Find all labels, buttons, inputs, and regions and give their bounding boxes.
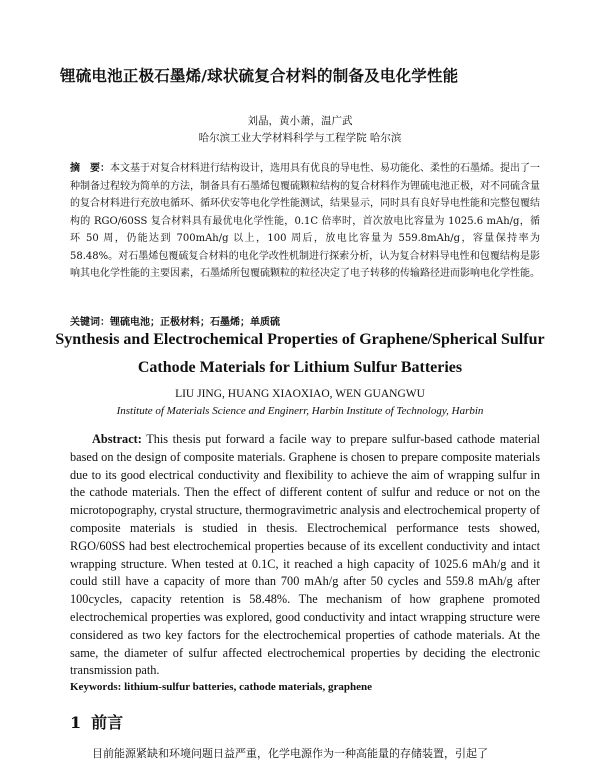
- english-keywords: Keywords: lithium-sulfur batteries, cathode materials, graphene: [70, 681, 372, 693]
- section-title: 前言: [91, 713, 124, 732]
- english-abstract-label: Abstract:: [92, 432, 142, 446]
- section-heading: [70, 710, 123, 733]
- english-title-line-2: Cathode Materials for Lithium Sulfur Batteries: [137, 359, 463, 376]
- chinese-abstract-label: 摘 要：: [70, 163, 110, 174]
- english-abstract: [70, 431, 540, 680]
- chinese-authors: 刘晶，黄小萧，温广武: [247, 115, 353, 127]
- chinese-affiliation: 哈尔滨工业大学材料科学与工程学院 哈尔滨: [198, 132, 402, 144]
- body-first-line: 目前能源紧缺和环境问题日益严重，化学电源作为一种高能量的存储装置，引起了: [92, 747, 488, 760]
- chinese-keywords: 关键词：锂硫电池；正极材料；石墨烯；单质硫: [70, 317, 280, 328]
- chinese-title: 锂硫电池正极石墨烯/球状硫复合材料的制备及电化学性能: [60, 67, 459, 85]
- chinese-abstract: [70, 160, 540, 283]
- section-number: 1: [70, 713, 82, 732]
- chinese-abstract-text: 本文基于对复合材料进行结构设计，选用具有优良的导电性、易功能化、柔性的石墨烯。提出了一种制备过程较为简单的方法，制备具有石墨烯包覆硫颗粒结构的复合材料作为锂硫电池正极，对不同硫含量的复合材料进行充放电循环、循环伏安等电化学性能测试，结果显示，同时具有良好导电性能和完整包覆结构的 RGO/60SS 复合材料具有最优电化学性能，0.1C 倍率时，首次放电比容量为 1025.6 mAh/g，循环 50 周，仍能达到 700mAh/g 以上，100 周后，放电比容量为 559.8mAh/g，容量保持率为 58.48%。对石墨烯包覆硫复合材料的电化学改性机制进行探索分析，认为复合材料导电性和包覆结构是影响其电化学性能的主要因素，石墨烯所包覆硫颗粒的粒径决定了电子转移的传输路径进而影响电化学性能。: [70, 163, 540, 279]
- english-abstract-text: This thesis put forward a facile way to prepare sulfur-based cathode material based on the design of composite materials. Graphene is chosen to prepare composite materials due to its good electrical conductivity and flexibility to achieve the aim of wrapping sulfur in the cathode materials. Then the effect of different content of sulfur and reduce or not on the microtopography, crystal structure, thermogravimetric analysis and electrochemical property of composite materials is studied in thesis. Electrochemical performance tests showed, RGO/60SS had best electrochemical properties because of its excellent conductivity and intact wrapping structure. When tested at 0.1C, it reached a high capacity of 1025.6 mAh/g and it could still have a capacity of more than 700 mAh/g after 50 cycles and 559.8 mAh/g after 100cycles, capacity retention is 58.48%. The mechanism of how graphene promoted electrochemical properties was explored, good conductivity and intact wrapping structure were considered as two key factors for the electrochemical properties of cathode materials. At the same, the diameter of sulfur affected electrochemical properties by deciding the electronic transmission path.: [70, 432, 540, 678]
- english-affiliation: Institute of Materials Science and Enginerr, Harbin Institute of Technology, Harbin: [116, 405, 484, 417]
- english-title-line-1: Synthesis and Electrochemical Properties of Graphene/Spherical Sulfur: [55, 331, 545, 348]
- english-authors: LIU JING, HUANG XIAOXIAO, WEN GUANGWU: [175, 388, 425, 400]
